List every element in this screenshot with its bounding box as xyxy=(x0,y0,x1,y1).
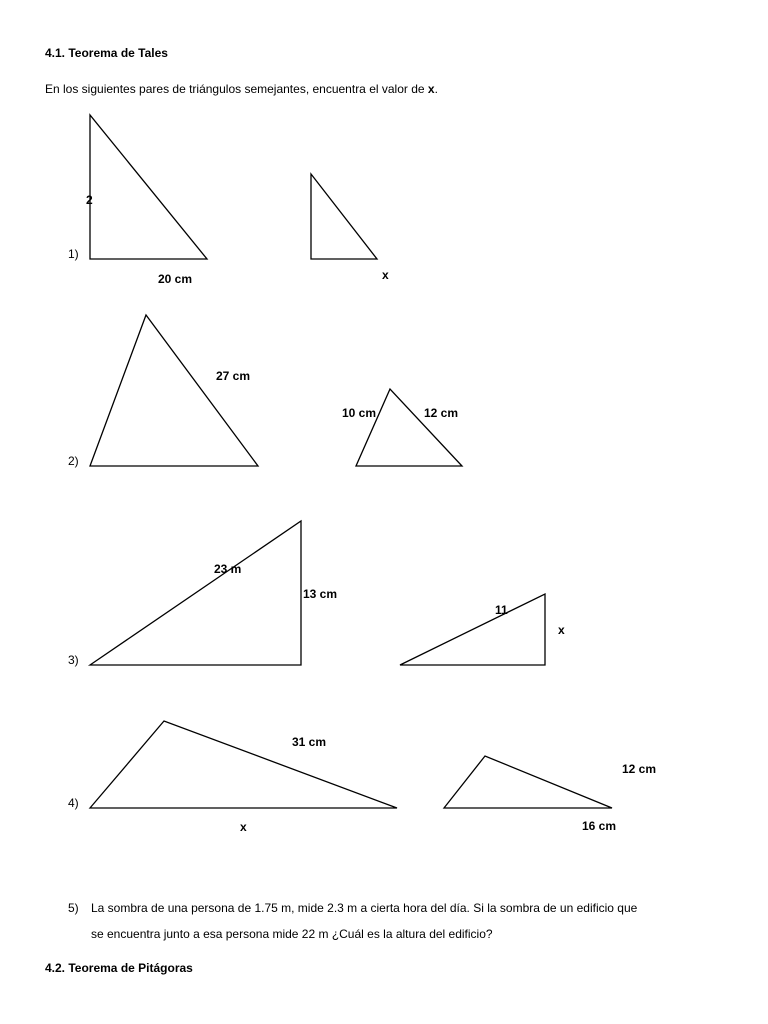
triangle-1a xyxy=(90,115,207,259)
problem-number-2: 2) xyxy=(68,454,79,468)
triangle-3b xyxy=(400,594,545,665)
label-1-height-fragment: 2 xyxy=(86,193,93,207)
problem-number-3: 3) xyxy=(68,653,79,667)
label-1-x: x xyxy=(382,268,389,282)
problem-5-line-2: se encuentra junto a esa persona mide 22 m ¿Cuál es la altura del edificio? xyxy=(91,927,493,941)
problem-5-line-1: La sombra de una persona de 1.75 m, mide 2.3 m a cierta hora del día. Si la sombra de un edificio que xyxy=(91,901,638,915)
label-1-base: 20 cm xyxy=(158,272,193,286)
label-2-right: 12 cm xyxy=(424,406,459,420)
problem-number-4: 4) xyxy=(68,796,79,810)
problem-number-1: 1) xyxy=(68,247,79,261)
triangle-2a xyxy=(90,315,258,466)
section-title-pitagoras: 4.2. Teorema de Pitágoras xyxy=(45,961,193,975)
section-title-tales: 4.1. Teorema de Tales xyxy=(45,46,168,60)
intro-variable: x xyxy=(427,82,435,96)
label-3-x: x xyxy=(558,623,565,637)
label-4-side-small: 12 cm xyxy=(622,762,657,776)
label-3-height: 13 cm xyxy=(303,587,338,601)
label-3-hyp: 23 m xyxy=(214,562,242,576)
label-2-side: 27 cm xyxy=(216,369,251,383)
triangle-1b xyxy=(311,174,377,259)
label-2-left: 10 cm xyxy=(342,406,377,420)
triangle-4b xyxy=(444,756,612,808)
label-4-side: 31 cm xyxy=(292,735,327,749)
triangle-2b xyxy=(356,389,462,466)
intro-text: En los siguientes pares de triángulos semejantes, encuentra el valor de xyxy=(45,82,428,96)
intro-end: . xyxy=(434,82,438,96)
triangle-3a xyxy=(90,521,301,665)
label-3-hyp-small: 11 xyxy=(495,603,508,617)
label-4-x: x xyxy=(240,820,247,834)
label-4-base-small: 16 cm xyxy=(582,819,617,833)
problem-number-5: 5) xyxy=(68,901,79,915)
triangle-4a xyxy=(90,721,397,808)
